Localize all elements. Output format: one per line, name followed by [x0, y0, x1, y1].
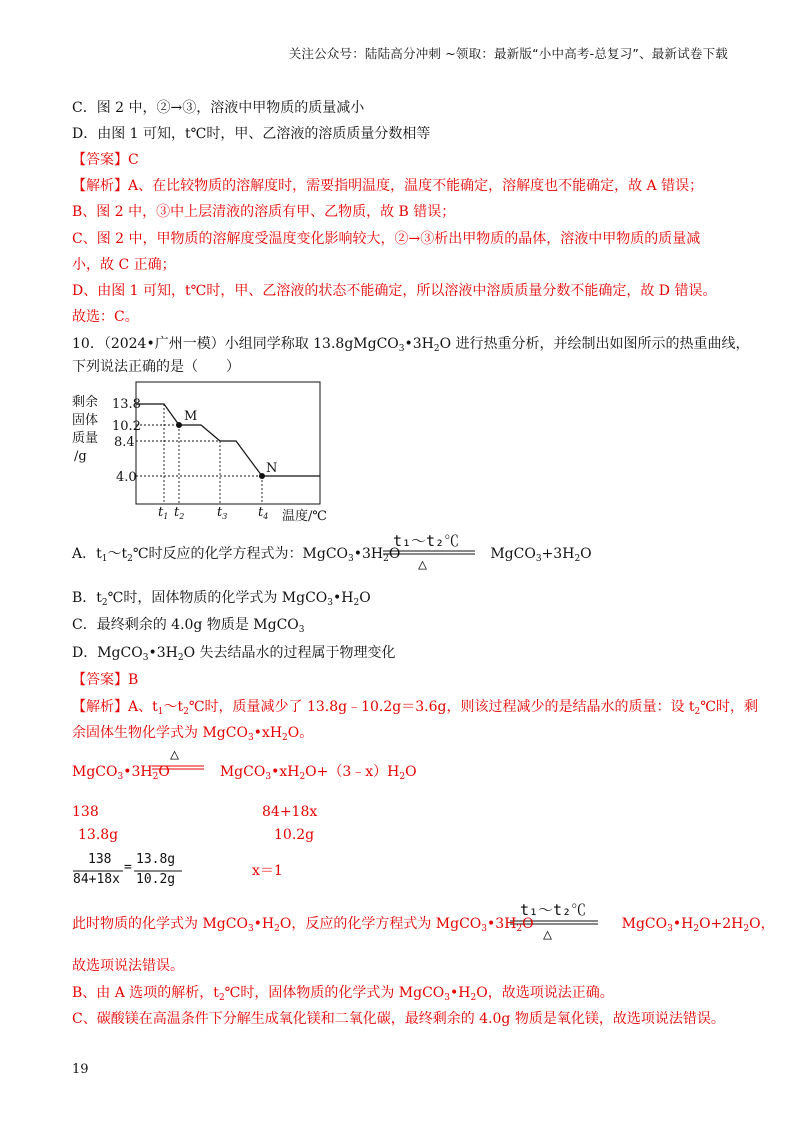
- molar-mass-left: 138: [72, 804, 99, 820]
- y-tick-8-4: 8.4: [114, 435, 135, 450]
- q10-analysis-a-conclusion: 故选项说法错误。: [72, 958, 184, 974]
- q10-option-c: C．最终剩余的 4.0g 物质是 MgCO$_3$: [72, 617, 305, 635]
- heating-symbol-eq1: △: [170, 745, 180, 763]
- q10-analysis-b: B、由 A 选项的解析，$t_2℃$时，固体物质的化学式为 $MgCO_3•H_2O$，故选项说法正确。: [72, 985, 614, 1003]
- q10-analysis-a-line3: 此时物质的化学式为 $MgCO_3•H_2O$，反应的化学方程式为 $MgCO_3•3H_2O$ $MgCO_3•H_2O+2H_2O$，: [72, 916, 775, 934]
- ylabel-line-1: 剩余: [72, 395, 99, 410]
- point-m: [176, 422, 182, 428]
- thermogravimetric-curve-graph: [70, 378, 370, 526]
- prev-analysis-d: D、由图 1 可知，t℃时，甲、乙溶液的状态不能确定，所以溶液中溶质质量分数不能确定，故 D 错误。: [72, 283, 717, 299]
- q10-analysis-a-line1: 【解析】A、$t_1\sim t_2℃$时，质量减少了 13.8g﹣10.2g＝3.6g，则该过程减少的是结晶水的质量：设 $t_2℃$时，剩: [72, 699, 758, 717]
- prev-analysis-b: B、图 2 中，③中上层清液的溶质有甲、乙物质，故 B 错误；: [72, 204, 456, 220]
- x-tick-t4: $t_4$: [258, 505, 269, 521]
- page-number: 19: [72, 1062, 89, 1077]
- point-m-label: M: [184, 409, 198, 424]
- q10-option-a: A．$t_1\sim t_2℃$时反应的化学方程式为：$MgCO_3•3H_2O$ $MgCO_3+3H_2O$: [72, 546, 592, 564]
- y-tick-4-0: 4.0: [116, 470, 137, 485]
- x-result: x＝1: [252, 863, 283, 879]
- fraction-2-denominator: 10.2g: [136, 872, 176, 887]
- prev-answer: 【答案】C: [72, 152, 139, 168]
- point-n: [259, 473, 265, 479]
- q10-option-d: D．$MgCO_3•3H_2O$ 失去结晶水的过程属于物理变化: [72, 645, 396, 663]
- equation-double-line-a: [383, 550, 475, 556]
- y-tick-10-2: 10.2: [112, 419, 141, 434]
- q10-answer: 【答案】B: [72, 672, 139, 688]
- ylabel-line-3: 质量: [72, 431, 99, 446]
- fraction-1-denominator: 84+18x: [73, 872, 120, 887]
- prev-conclusion: 故选：C。: [72, 309, 139, 325]
- q10-analysis-a-line2: 余固体生物化学式为 $MgCO_3•xH_2O$。: [72, 725, 314, 743]
- prev-analysis-c-cont: 小，故 C 正确；: [72, 257, 176, 273]
- prev-analysis-a: 【解析】A、在比较物质的溶解度时，需要指明温度，温度不能确定，溶解度也不能确定，故 A 错误；: [72, 178, 704, 194]
- prev-option-d: D．由图 1 可知，t℃时，甲、乙溶液的溶质质量分数相等: [72, 126, 431, 142]
- prev-analysis-c: C、图 2 中，甲物质的溶解度受温度变化影响较大，②→③析出甲物质的晶体，溶液中甲物质的质量减: [72, 231, 701, 247]
- y-tick-13-8: 13.8: [112, 397, 141, 412]
- prev-option-c: C．图 2 中，②→③，溶液中甲物质的质量减小: [72, 100, 365, 116]
- q10-stem-line2: 下列说法正确的是（ ）: [72, 359, 240, 375]
- condition-heating-symbol-2: △: [543, 925, 553, 943]
- point-n-label: N: [266, 461, 278, 476]
- x-tick-t2: $t_2$: [174, 505, 185, 521]
- equation-with-x: $MgCO_3•3H_2O$ $MgCO_3•xH_2O+(3﹣x)H_2O$: [72, 764, 417, 782]
- ylabel-line-2: 固体: [72, 413, 99, 428]
- ylabel-line-4: /g: [74, 449, 87, 464]
- q10-stem-line1: 10．（2024•广州一模）小组同学称取 $13.8gMgCO_3•3H_2O$ 进行热重分析，并绘制出如图所示的热重曲线，: [72, 336, 750, 354]
- condition-temperature-range: t₁～t₂℃: [393, 532, 460, 550]
- fraction-2-numerator: 13.8g: [136, 852, 176, 867]
- molar-mass-right: 84+18x: [262, 804, 318, 820]
- q10-analysis-c: C、碳酸镁在高温条件下分解生成氧化镁和二氧化碳，最终剩余的 4.0g 物质是氧化镁，故选项说法错误。: [72, 1011, 725, 1027]
- fraction-1-numerator: 138: [88, 852, 112, 867]
- x-tick-t1: $t_1$: [158, 505, 169, 521]
- xlabel: 温度/℃: [282, 509, 327, 524]
- x-tick-t3: $t_3$: [217, 505, 228, 521]
- condition-heating-symbol: △: [418, 555, 428, 573]
- page-header: 关注公众号：陆陆高分冲刺 ~领取：最新版“小中高考-总复习”、最新试卷下载: [288, 46, 728, 61]
- given-mass-right: 10.2g: [274, 827, 315, 843]
- given-mass-left: 13.8g: [78, 827, 119, 843]
- fraction-equals: =: [124, 860, 132, 875]
- condition-temperature-range-2: t₁～t₂℃: [520, 901, 587, 919]
- q10-option-b: B．$t_2℃$时，固体物质的化学式为 $MgCO_3•H_2O$: [72, 590, 371, 608]
